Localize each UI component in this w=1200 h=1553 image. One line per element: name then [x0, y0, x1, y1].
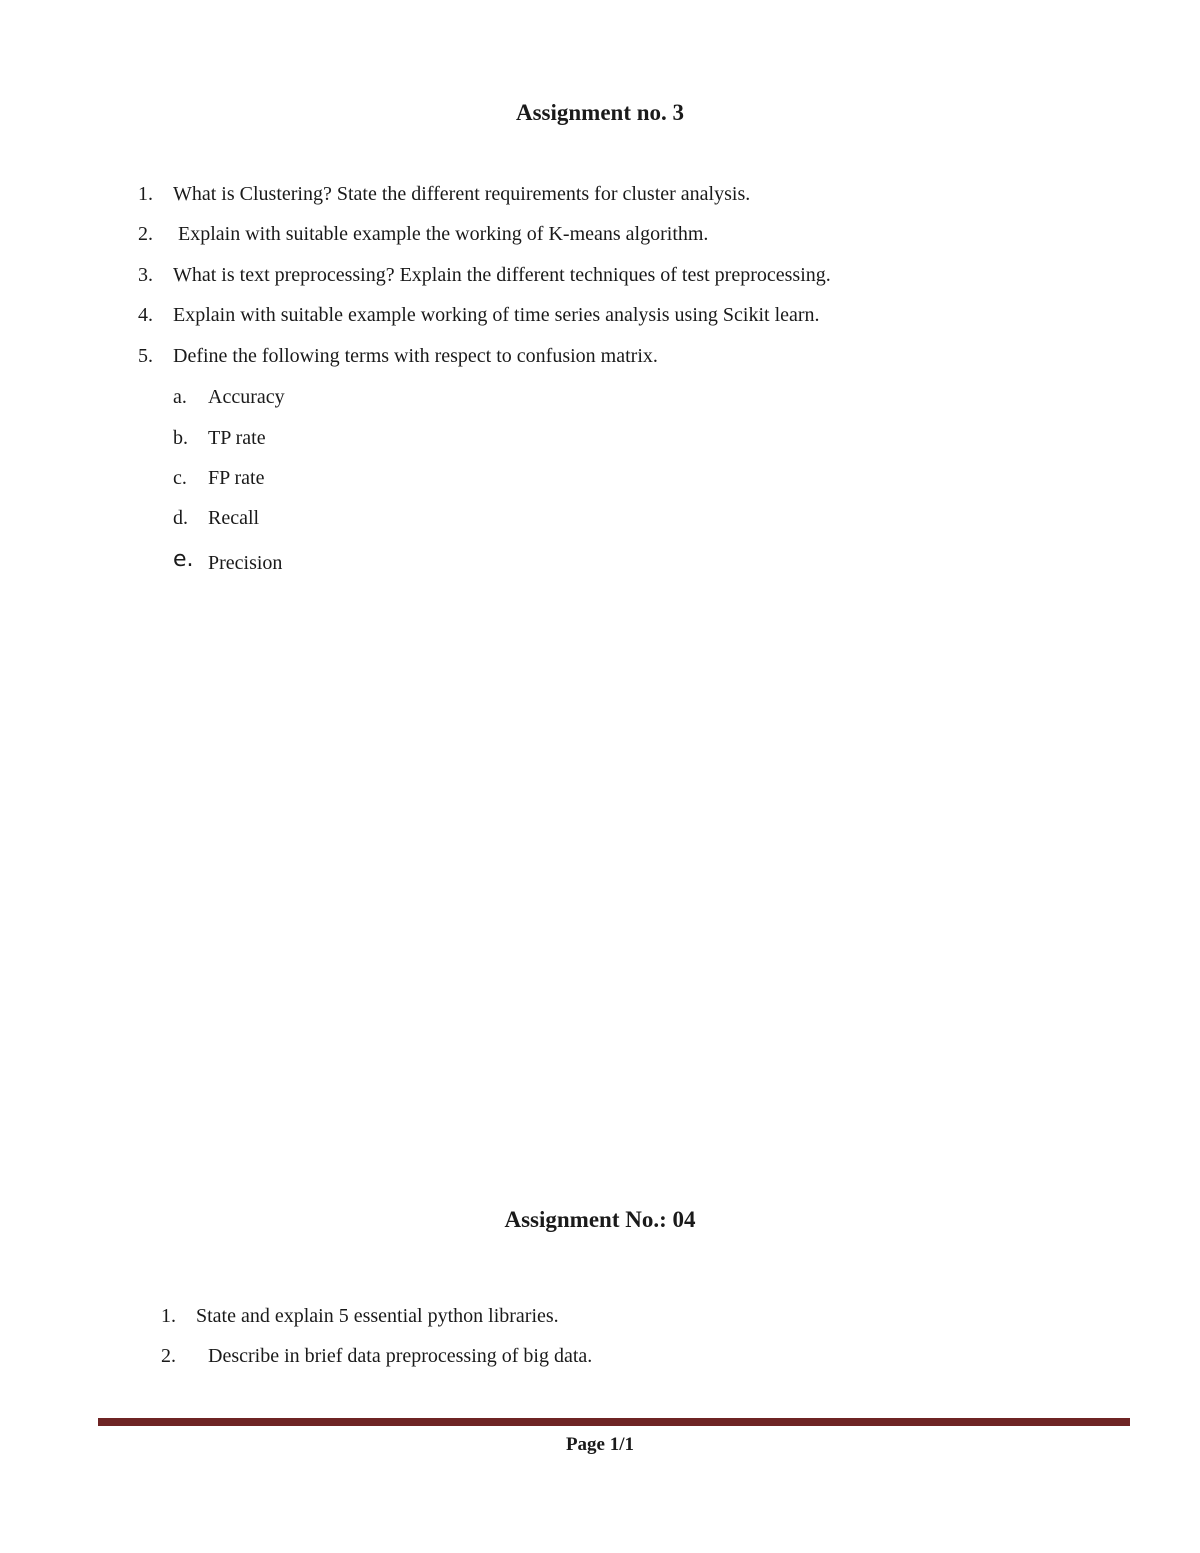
- question-number: 4.: [138, 304, 153, 326]
- sub-item-letter: d.: [173, 507, 188, 529]
- sub-item-text: Accuracy: [208, 386, 285, 408]
- question-number: 1.: [161, 1305, 176, 1327]
- question-number: 3.: [138, 264, 153, 286]
- question-text: Explain with suitable example the working of K-means algorithm.: [178, 223, 709, 245]
- question-number: 2.: [138, 223, 153, 245]
- sub-item-text: Recall: [208, 507, 260, 529]
- sub-item-letter: c.: [173, 467, 187, 489]
- sub-item-letter: e.: [173, 547, 194, 572]
- question-text: Explain with suitable example working of time series analysis using Scikit learn.: [173, 304, 820, 326]
- sub-item-text: FP rate: [208, 467, 265, 489]
- question-number: 5.: [138, 345, 153, 367]
- question-text: What is text preprocessing? Explain the different techniques of test preprocessing.: [173, 264, 831, 286]
- page-number: Page 1/1: [565, 1434, 635, 1455]
- question-text: Describe in brief data preprocessing of big data.: [208, 1345, 593, 1367]
- assignment-3-title: Assignment no. 3: [515, 100, 685, 125]
- question-number: 1.: [138, 183, 153, 205]
- question-text: State and explain 5 essential python libraries.: [196, 1305, 559, 1327]
- assignment-4-title: Assignment No.: 04: [504, 1207, 696, 1232]
- sub-item-text: TP rate: [208, 427, 266, 449]
- sub-item-letter: b.: [173, 427, 188, 449]
- question-number: 2.: [161, 1345, 176, 1367]
- footer-divider: [98, 1418, 1130, 1426]
- sub-item-text: Precision: [208, 552, 283, 574]
- question-text: Define the following terms with respect to confusion matrix.: [173, 345, 658, 367]
- sub-item-letter: a.: [173, 386, 187, 408]
- question-text: What is Clustering? State the different requirements for cluster analysis.: [173, 183, 751, 205]
